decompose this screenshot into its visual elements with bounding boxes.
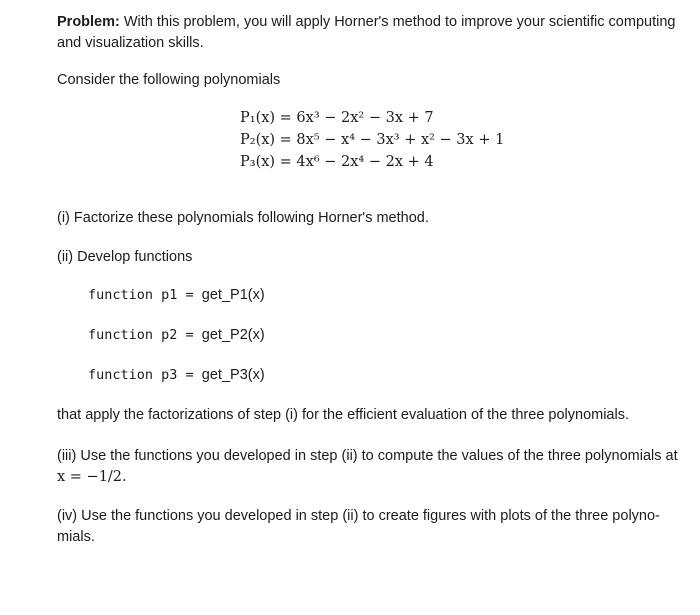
function-p2-decl: function p2 = [88,327,202,343]
function-p2-call: get_P2(x) [201,327,265,343]
polynomial-p1: P₁(x) = 6x³ − 2x² − 3x + 7 [240,110,434,126]
step-i: (i) Factorize these polynomials following Horner's method. [57,210,429,226]
function-p3 [88,367,265,383]
polynomial-p2: P₂(x) = 8x⁵ − x⁴ − 3x³ + x² − 3x + 1 [240,132,505,148]
function-p1 [88,287,265,303]
step-ii-tail: that apply the factorizations of step (i) for the efficient evaluation of the three polynomials. [57,407,629,423]
step-iv: (iv) Use the functions you developed in step (ii) to create figures with plots of the three polyno-mials. [57,508,660,545]
function-p1-call: get_P1(x) [201,287,265,303]
step-iii [57,446,685,488]
function-p3-decl: function p3 = [88,367,202,383]
problem-intro [57,12,685,54]
problem-intro-text: With this problem, you will apply Horner's method to improve your scientific computing and visualization skills. [57,14,676,51]
step-iii-text: (iii) Use the functions you developed in step (ii) to compute the values of the three polynomials at [57,448,678,464]
problem-label: Problem: [57,14,120,30]
step-ii: (ii) Develop functions [57,249,193,265]
function-p3-call: get_P3(x) [201,367,265,383]
function-p1-decl: function p1 = [88,287,202,303]
step-iii-math: x = −1/2. [57,469,127,485]
function-p2 [88,327,265,343]
polynomial-p3: P₃(x) = 4x⁶ − 2x⁴ − 2x + 4 [240,154,434,170]
consider-text: Consider the following polynomials [57,72,281,88]
